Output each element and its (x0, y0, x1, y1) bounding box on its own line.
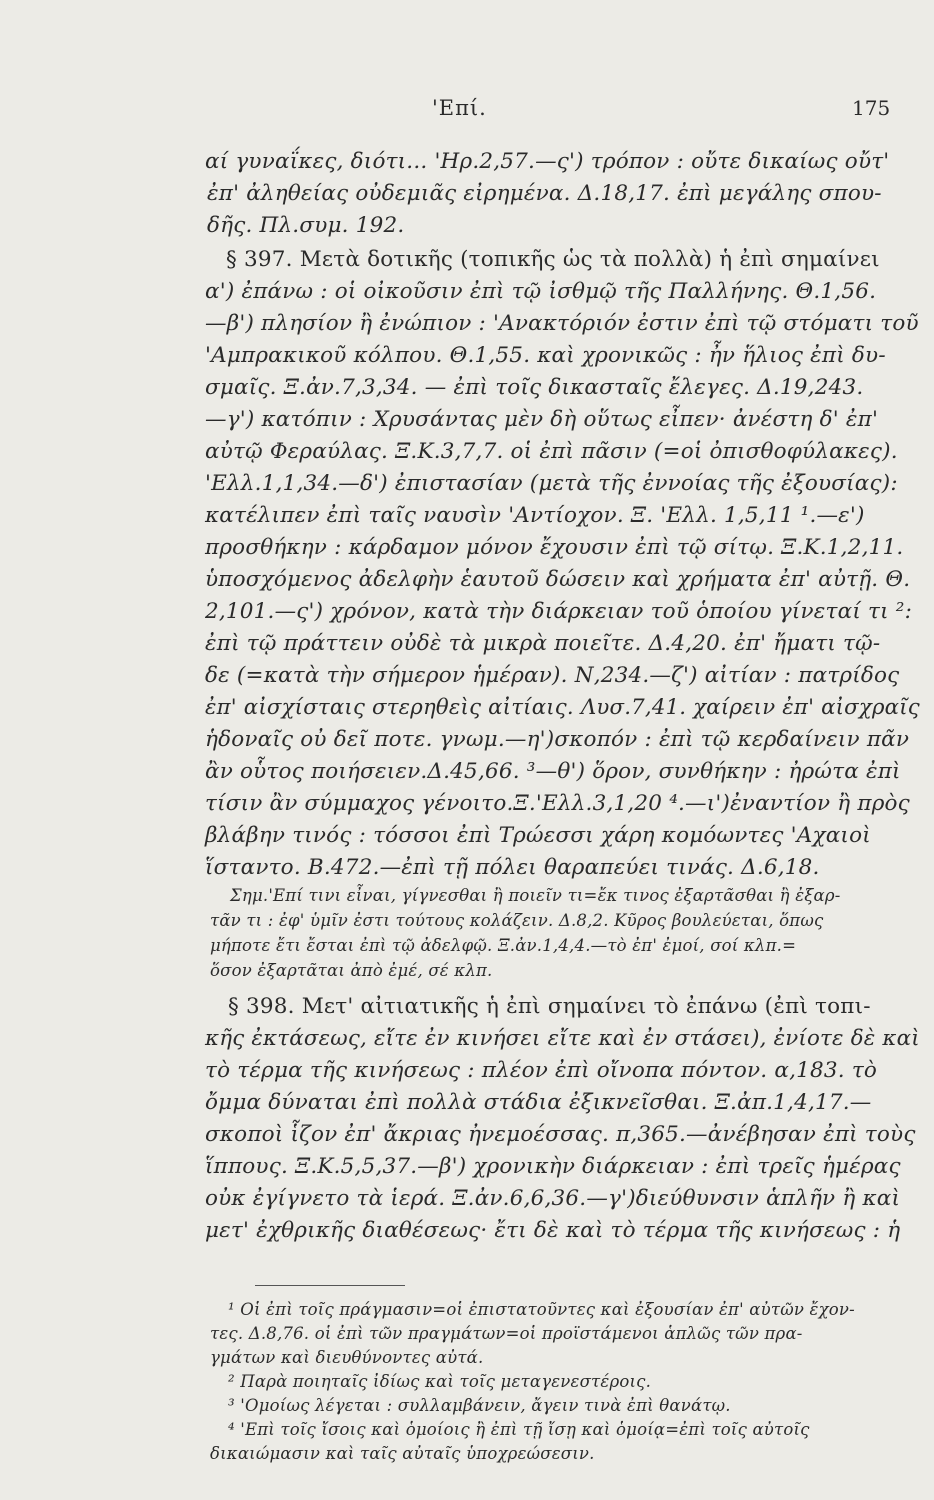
text-line: ἐπ' ἀληθείας οὐδεμιᾶς εἰρημένα. Δ.18,17. ἐπὶ μεγάλης σπου- (207, 181, 882, 206)
text-line: δῆς. Πλ.συμ. 192. (207, 213, 405, 238)
remark-line: Σημ.'Επί τινι εἶναι, γίγνεσθαι ἢ ποιεῖν τι=ἔκ τινος ἐξαρτᾶσθαι ἢ ἐξαρ- (230, 886, 841, 905)
text-line: σκοποὶ ἷζον ἐπ' ἄκριας ἠνεμοέσσας. π,365.—ἀνέβησαν ἐπὶ τοὺς (205, 1122, 916, 1147)
text-line: ἵππους. Ξ.Κ.5,5,37.—β') χρονικὴν διάρκειαν : ἐπὶ τρεῖς ἡμέρας (205, 1154, 901, 1179)
text-line: ἵσταντο. Β.472.—ἐπὶ τῇ πόλει θαραπεύει τινάς. Δ.6,18. (205, 855, 820, 880)
footnote-line: ² Παρὰ ποιηταῖς ἰδίως καὶ τοῖς μεταγενεστέροις. (228, 1372, 652, 1391)
footnote-line: γμάτων καὶ διευθύνοντες αὐτά. (210, 1348, 484, 1367)
text-line: δε (=κατὰ τὴν σήμερον ἡμέραν). Ν,234.—ζ') αἰτίαν : πατρίδος (205, 663, 900, 688)
text-line: ἐπὶ τῷ πράττειν οὐδὲ τὰ μικρὰ ποιεῖτε. Δ.4,20. ἐπ' ἤματι τῷ- (205, 631, 881, 656)
footnote-line: ¹ Οἱ ἐπὶ τοῖς πράγμασιν=οἱ ἐπιστατοῦντες καὶ ἐξουσίαν ἐπ' αὐτῶν ἔχον- (228, 1300, 855, 1319)
footnote-line: ³ 'Ομοίως λέγεται : συλλαμβάνειν, ἄγειν τινὰ ἐπὶ θανάτῳ. (228, 1396, 731, 1415)
text-line: προσθήκην : κάρδαμον μόνον ἔχουσιν ἐπὶ τῷ σίτῳ. Ξ.Κ.1,2,11. (205, 535, 904, 560)
page-header (0, 96, 934, 132)
footnote-separator (255, 1285, 405, 1286)
text-line: σμαῖς. Ξ.ἀν.7,3,34. — ἐπὶ τοῖς δικασταῖς ἔλεγες. Δ.19,243. (205, 375, 864, 400)
text-line: κῆς ἐκτάσεως, εἴτε ἐν κινήσει εἴτε καὶ ἐν στάσει), ἐνίοτε δὲ καὶ (205, 1026, 920, 1051)
text-line: τίσιν ἂν σύμμαχος γένοιτο.Ξ.'Ελλ.3,1,20 ⁴.—ι')ἐναντίον ἢ πρὸς (205, 791, 910, 816)
remark-line: ὅσον ἐξαρτᾶται ἀπὸ ἐμέ, σέ κλπ. (210, 961, 493, 980)
text-line: ἡδοναῖς οὐ δεῖ ποτε. γνωμ.—η')σκοπόν : ἐπὶ τῷ κερδαίνειν πᾶν (205, 727, 910, 752)
section-heading-line: § 398. Μετ' αἰτιατικῆς ἡ ἐπὶ σημαίνει τὸ ἐπάνω (ἐπὶ τοπι- (228, 994, 871, 1019)
text-line: ὑποσχόμενος ἀδελφὴν ἑαυτοῦ δώσειν καὶ χρήματα ἐπ' αὐτῇ. Θ. (205, 567, 911, 592)
remark-line: μήποτε ἔτι ἔσται ἐπὶ τῷ ἀδελφῷ. Ξ.ἀν.1,4,4.—τὸ ἐπ' ἐμοί, σοί κλπ.= (210, 936, 797, 955)
text-line: ὄμμα δύναται ἐπὶ πολλὰ στάδια ἐξικνεῖσθαι. Ξ.ἀπ.1,4,17.— (205, 1090, 872, 1115)
footnote-line: τες. Δ.8,76. οἱ ἐπὶ τῶν πραγμάτων=οἱ προϊστάμενοι ἁπλῶς τῶν πρα- (210, 1324, 803, 1343)
text-line: κατέλιπεν ἐπὶ ταῖς ναυσὶν 'Αντίοχον. Ξ. 'Ελλ. 1,5,11 ¹.—ε') (205, 503, 865, 528)
text-line: 'Ελλ.1,1,34.—δ') ἐπιστασίαν (μετὰ τῆς ἐννοίας τῆς ἐξουσίας): (205, 471, 898, 496)
text-line: ἂν οὗτος ποιήσειεν.Δ.45,66. ³—θ') ὅρον, συνθήκην : ἠρώτα ἐπὶ (205, 759, 901, 784)
remark-line: τᾶν τι : ἐφ' ὑμῖν ἐστι τούτους κολάζειν. Δ.8,2. Κῦρος βουλεύεται, ὅπως (210, 911, 824, 930)
text-line: 'Αμπρακικοῦ κόλπου. Θ.1,55. καὶ χρονικῶς : ἦν ἥλιος ἐπὶ δυ- (205, 343, 886, 368)
running-head: 'Επί. (432, 96, 487, 120)
footnote-line: δικαιώμασιν καὶ ταῖς αὐταῖς ὑποχρεώσεσιν. (210, 1444, 595, 1463)
text-line: οὐκ ἐγίγνετο τὰ ἱερά. Ξ.ἀν.6,6,36.—γ')διεύθυνσιν ἁπλῆν ἢ καὶ (205, 1186, 901, 1211)
page-number: 175 (852, 96, 891, 120)
text-line: —β') πλησίον ἢ ἐνώπιον : 'Ανακτόριόν ἐστιν ἐπὶ τῷ στόματι τοῦ (205, 311, 919, 336)
text-line: τὸ τέρμα τῆς κινήσεως : πλέον ἐπὶ οἴνοπα πόντον. α,183. τὸ (205, 1058, 878, 1083)
text-line: ἐπ' αἰσχίσταις στερηθεὶς αἰτίαις. Λυσ.7,41. χαίρειν ἐπ' αἰσχραῖς (205, 695, 920, 720)
section-heading-line: § 397. Μετὰ δοτικῆς (τοπικῆς ὡς τὰ πολλὰ) ἡ ἐπὶ σημαίνει (226, 247, 880, 272)
text-line: α') ἐπάνω : οἱ οἰκοῦσιν ἐπὶ τῷ ἰσθμῷ τῆς Παλλήνης. Θ.1,56. (205, 279, 877, 304)
footnote-line: ⁴ 'Επὶ τοῖς ἴσοις καὶ ὁμοίοις ἢ ἐπὶ τῇ ἴσῃ καὶ ὁμοίᾳ=ἐπὶ τοῖς αὐτοῖς (228, 1420, 810, 1439)
text-line: 2,101.—ς') χρόνον, κατὰ τὴν διάρκειαν τοῦ ὁποίου γίνεταί τι ²: (205, 599, 913, 624)
text-line: μετ' ἐχθρικῆς διαθέσεως· ἔτι δὲ καὶ τὸ τέρμα τῆς κινήσεως : ἡ (205, 1218, 901, 1243)
text-line: αί γυναΐκες, διότι... 'Ηρ.2,57.—ς') τρόπον : οὔτε δικαίως οὔτ' (205, 149, 890, 174)
text-line: —γ') κατόπιν : Χρυσάντας μὲν δὴ οὕτως εἶπεν· ἀνέστη δ' ἐπ' (205, 407, 879, 432)
text-line: βλάβην τινός : τόσσοι ἐπὶ Τρώεσσι χάρη κομόωντες 'Αχαιοὶ (205, 823, 871, 848)
text-line: αὐτῷ Φεραύλας. Ξ.Κ.3,7,7. οἱ ἐπὶ πᾶσιν (=οἱ ὀπισθοφύλακες). (205, 439, 898, 464)
